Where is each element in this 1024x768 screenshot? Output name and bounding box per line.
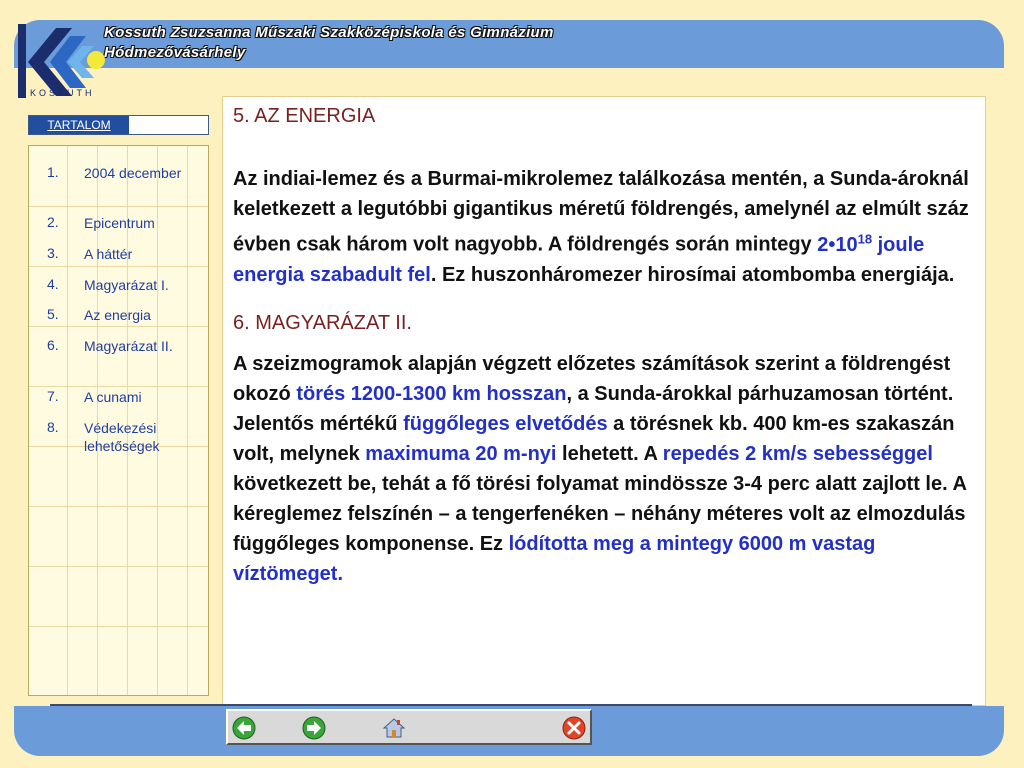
magyarazat-paragraph: A szeizmogramok alapján végzett előzetes számítások szerint a földrengést okozó törés 1200-1300 km hosszan, a Sunda-árokkal párhuzamosan történt. Jelentős mértékű függőleges elvetődés a törésnek kb. 400 km-es szakaszán volt, melynek maximuma 20 m-nyi lehetett. A repedés 2 km/s sebességgel következett be, tehát a fő törési folyamat mindössze 3-4 perc alatt zajlott le. A kéreglemez felszínén – a tengerfenéken – néhány méteres volt az elmozdulás függőleges komponense. Ez lódította meg a mintegy 6000 m vastag víztömeget. xyxy=(233,352,967,585)
forward-arrow-icon[interactable] xyxy=(302,716,326,740)
school-name: Kossuth Zsuzsanna Műszaki Szakközépiskola és Gimnázium xyxy=(104,24,554,41)
toc-header xyxy=(28,115,209,135)
back-arrow-icon[interactable] xyxy=(232,716,256,740)
navigation-bar xyxy=(226,709,592,745)
toc-panel: 1. 2004 december 2. Epicentrum 3. A háttér 4. Magyarázat I. 5. Az energia 6. Magyarázat II. 7. A cunami 8. Védekezési lehetőségek xyxy=(28,145,209,696)
school-city: Hódmezővásárhely xyxy=(104,44,246,61)
energy-highlight: $2•10^{18}$ joule energia szabadult fel xyxy=(233,231,925,286)
logo-wordmark: KOSSUTH xyxy=(30,88,95,98)
content-panel xyxy=(222,96,986,706)
section-title-energia: 5. AZ ENERGIA xyxy=(233,105,376,127)
home-icon[interactable] xyxy=(382,716,406,740)
toc-link[interactable]: TARTALOM xyxy=(29,116,129,134)
footer-divider xyxy=(50,704,972,706)
energia-paragraph: Az indiai-lemez és a Burmai-mikrolemez találkozása mentén, a Sunda-ároknál keletkezett a legutóbbi gigantikus méretű földrengés, amelynél az elmúlt száz évben csak három volt nagyobb. A földrengés során mintegy $2•10^{18}$ joule energia szabadult fel. Ez huszonháromezer hirosímai atombomba energiája. xyxy=(233,168,969,286)
close-icon[interactable] xyxy=(562,716,586,740)
section-title-magyarazat-2: 6. MAGYARÁZAT II. xyxy=(233,311,412,334)
